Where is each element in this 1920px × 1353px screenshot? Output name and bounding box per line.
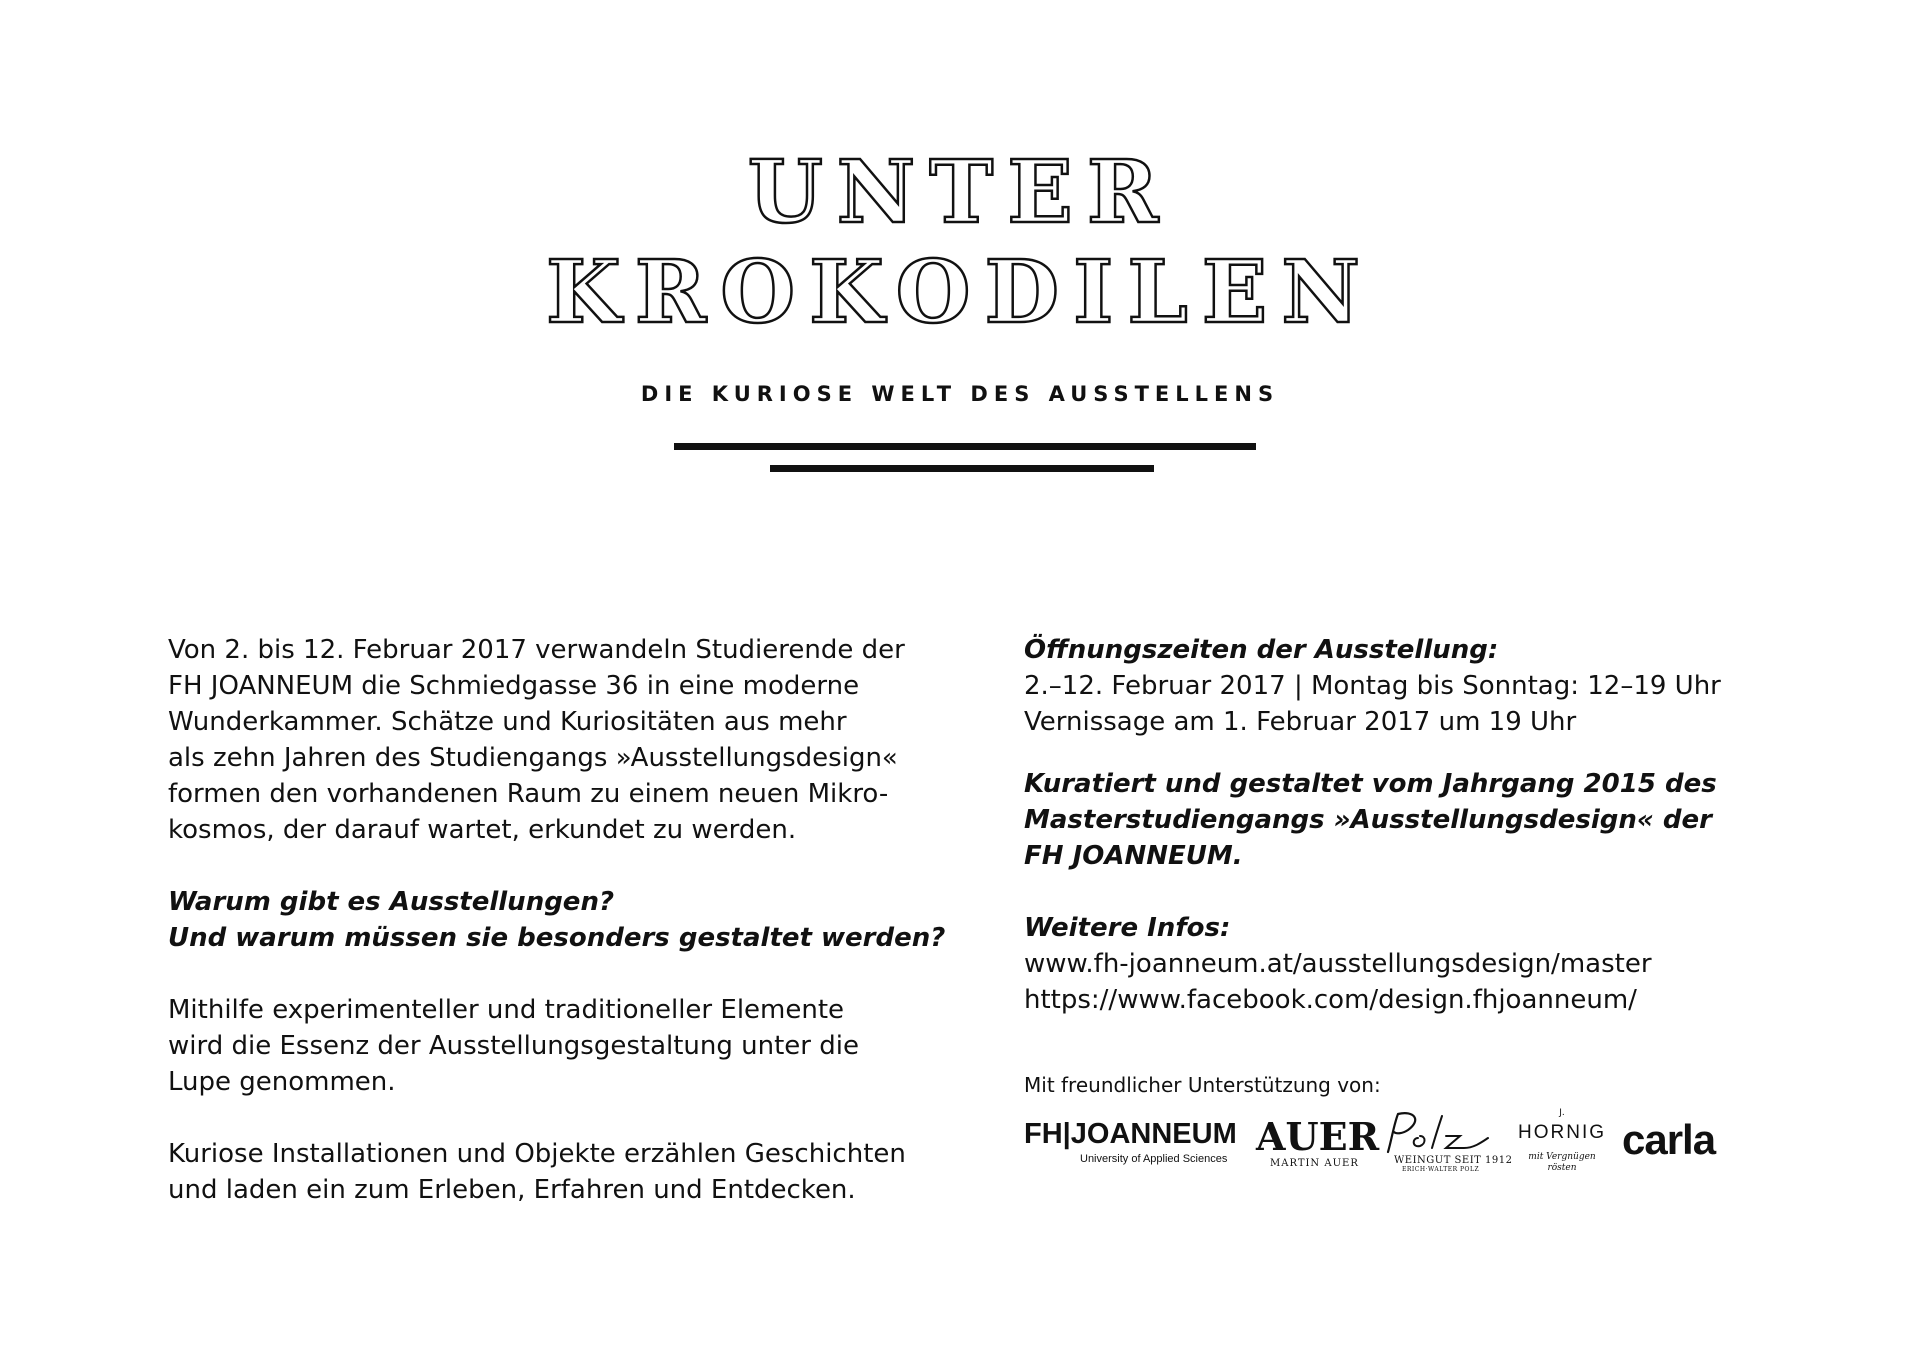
vernissage-line: Vernissage am 1. Februar 2017 um 19 Uhr (1024, 707, 1577, 737)
question-paragraph (168, 884, 946, 956)
polz-script-icon (1378, 1108, 1506, 1156)
installations-paragraph (168, 1136, 928, 1208)
hornig-tagline (1512, 1152, 1612, 1174)
title-line-2: KROKODILEN (546, 242, 1374, 343)
title-line-1: UNTER (747, 142, 1173, 243)
method-paragraph (168, 992, 928, 1100)
text-line: Kuratiert und gestaltet vom Jahrgang 2015 des (1024, 769, 1717, 799)
text-line: kosmos, der darauf wartet, erkundet zu werden. (168, 815, 797, 845)
polz-tagline-2: ERICH·WALTER POLZ (1402, 1166, 1480, 1173)
text-line: und laden ein zum Erleben, Erfahren und Entdecken. (168, 1175, 856, 1205)
text-line: Wunderkammer. Schätze und Kuriositäten aus mehr (168, 707, 847, 737)
hours-block (1024, 632, 1884, 740)
hours-line: 2.–12. Februar 2017 | Montag bis Sonntag: 12–19 Uhr (1024, 671, 1721, 701)
info-block (1024, 910, 1884, 1018)
text-line: formen den vorhandenen Raum zu einem neuen Mikro- (168, 779, 889, 809)
curated-block (1024, 766, 1884, 874)
support-label: Mit freundlicher Unterstützung von: (1024, 1073, 1381, 1097)
info-heading: Weitere Infos: (1024, 913, 1231, 943)
polz-logo (1378, 1108, 1513, 1173)
right-column (1024, 632, 1884, 1018)
text-line: wird die Essenz der Ausstellungsgestaltung unter die (168, 1031, 859, 1061)
hours-heading: Öffnungszeiten der Ausstellung: (1024, 635, 1499, 665)
text-line: FH JOANNEUM. (1024, 841, 1243, 871)
text-line: Warum gibt es Ausstellungen? (168, 887, 615, 917)
hornig-tagline-2: rösten (1547, 1163, 1577, 1173)
text-line: Kuriose Installationen und Objekte erzählen Geschichten (168, 1139, 906, 1169)
website-link[interactable]: www.fh-joanneum.at/ausstellungsdesign/master (1024, 949, 1652, 979)
text-line: Mithilfe experimenteller und traditioneller Elemente (168, 995, 845, 1025)
left-column (168, 632, 946, 1208)
text-line: FH JOANNEUM die Schmiedgasse 36 in eine moderne (168, 671, 860, 701)
fh-joanneum-logo (1024, 1118, 1236, 1168)
facebook-link[interactable]: https://www.facebook.com/design.fhjoanneum/ (1024, 985, 1637, 1015)
intro-paragraph (168, 632, 928, 848)
auer-wordmark: AUER (1256, 1114, 1380, 1159)
polz-tagline: WEINGUT SEIT 1912 (1394, 1155, 1513, 1166)
auer-tagline: MARTIN AUER (1270, 1158, 1359, 1169)
fh-joanneum-wordmark: FH|JOANNEUM (1024, 1118, 1237, 1150)
carla-wordmark: carla (1622, 1116, 1716, 1163)
carla-logo (1622, 1116, 1732, 1166)
hornig-prefix: J. (1559, 1108, 1565, 1118)
auer-logo (1256, 1114, 1380, 1170)
text-line: als zehn Jahren des Studiengangs »Ausstellungsdesign« (168, 743, 898, 773)
text-line: Von 2. bis 12. Februar 2017 verwandeln Studierende der (168, 635, 905, 665)
subtitle: DIE KURIOSE WELT DES AUSSTELLENS (640, 382, 1280, 406)
fh-joanneum-tagline: University of Applied Sciences (1080, 1153, 1228, 1165)
hornig-logo (1512, 1108, 1612, 1180)
text-line: Lupe genommen. (168, 1067, 396, 1097)
decorative-rule-short (770, 465, 1154, 472)
text-line: Und warum müssen sie besonders gestaltet werden? (168, 923, 946, 953)
hornig-tagline-1: mit Vergnügen (1528, 1152, 1596, 1162)
hornig-wordmark: HORNIG (1518, 1122, 1606, 1143)
text-line: Masterstudiengangs »Ausstellungsdesign« der (1024, 805, 1712, 835)
decorative-rule-long (674, 443, 1256, 450)
